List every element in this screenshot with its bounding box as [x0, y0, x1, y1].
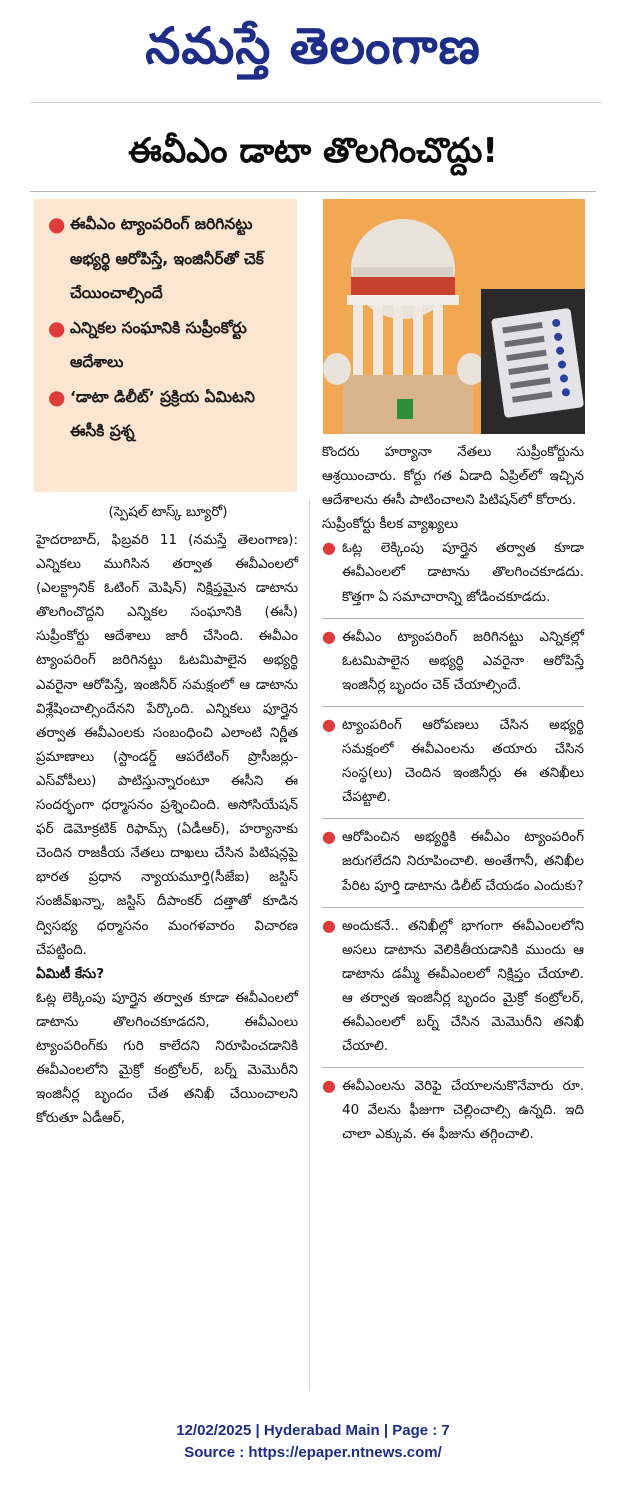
- bullet-icon: ●: [322, 1076, 336, 1096]
- point-text: అందుకనే.. తనిఖీల్లో భాగంగా ఈవీఎంలలోని అసలు డాటాను వెలికితీయడానికి ముందు ఆ డాటాను డమ్మీ ఈవీఎంలలో నిక్షిప్తం చేయాలి. ఆ తర్వాత ఇంజినీర్ల బృందం మైక్రో కంట్రోలర్, ఈవీఎంలలో బర్న్ చేసిన మెమొరీని తనిఖీ చేయాలి.: [342, 917, 584, 1055]
- article-left-column: [36, 528, 298, 1130]
- point-text: ఆరోపించిన అభ్యర్థికి ఈవీఎం ట్యాంపరింగ్ జరుగలేదని నిరూపించాలి. అంతేగానీ, తనిఖీల పేరిట పూర్తి డాటాను డిలీట్ చేయడం ఎందుకు?: [342, 829, 584, 894]
- masthead-divider: [30, 102, 602, 103]
- highlight-text: ఈవీఎం ట్యాంపరింగ్ జరిగినట్టు అభ్యర్థి ఆరోపిస్తే, ఇంజినీర్‌తో చెక్ చేయించాల్సిందే: [70, 215, 264, 302]
- bullet-icon: ●: [322, 538, 336, 558]
- list-item: [322, 1074, 584, 1146]
- list-item: [322, 625, 584, 697]
- article-right-column: [322, 440, 584, 1155]
- list-item: [322, 825, 584, 897]
- bullet-icon: ●: [48, 212, 66, 236]
- article-headline: ఈవీఎం డాటా తొలగించొద్దు!: [128, 131, 498, 171]
- article-photo: [323, 199, 585, 434]
- lead-paragraph: హైదరాబాద్, ఫిబ్రవరి 11 (నమస్తే తెలంగాణ): ఎన్నికలు ముగిసిన తర్వాత ఈవీఎంలలో (ఎలక్ట్రానిక్ ఓటింగ్ మెషిన్) నిక్షిప్తమైన డాటాను తొలగించొద్దని ఎన్నికల సంఘానికి (ఈసీ) సుప్రీంకోర్టు ఆదేశాలు జారీ చేసింది. ఈవీఎం ట్యాంపరింగ్ జరిగినట్టు ఓటమిపాలైన అభ్యర్థి ఎవరైనా ఆరోపిస్తే, ఇంజినీర్ సమక్షంలో ఆ డాటాను విశ్లేషించాల్సిందేనని పేర్కొంది. ఎన్నికలు పూర్తైన తర్వాత ఈవీఎంలకు సంబంధించి ఎలాంటి నిర్ణీత ప్రమాణాలు (స్టాండర్డ్ ఆపరేటింగ్ ప్రొసీజర్లు-ఎస్‌వోపీలు) పాటిస్తున్నారంటూ ఈసీని ఈ సందర్భంగా ధర్మాసనం ప్రశ్నించింది. అసోసియేషన్ ఫర్ డెమోక్రటిక్ రిఫామ్స్ (ఏడీఆర్), హర్యానాకు చెందిన రాజకీయ నేతలు దాఖలు చేసిన పిటిషన్లపై భారత ప్రధాన న్యాయమూర్తి(సీజేఐ) జస్టిస్ సంజీవ్‌ఖన్నా, జస్టిస్ దీపాంకర్ దత్తాతో కూడిన ద్విసభ్య ధర్మాసనం మంగళవారం విచారణ చేపట్టింది.: [36, 532, 298, 958]
- supreme-court-evm-illustration: [323, 199, 585, 434]
- column-divider: [309, 500, 310, 1390]
- point-text: ట్యాంపరింగ్ ఆరోపణలు చేసిన అభ్యర్థి సమక్షంలో ఈవీఎంలను తయారు చేసిన సంస్థ(లు) చెందిన ఇంజినీర్లు ఈ తనిఖీలు చేపట్టాలి.: [342, 716, 584, 806]
- point-text: ఈవీఎంలను వెరిఫై చేయాలనుకొనేవారు రూ. 40 వేలను ఫీజుగా చెల్లించాల్సి ఉన్నది. ఇది చాలా ఎక్కువ. ఈ ఫీజును తగ్గించాలి.: [342, 1078, 584, 1143]
- intro-paragraph: కొందరు హర్యానా నేతలు సుప్రీంకోర్టును ఆశ్రయించారు. కోర్టు గత ఏడాది ఏప్రిల్‌లో ఇచ్చిన ఆదేశాలను ఈసీ పాటించాలని పిటిషన్‌లో కోరారు.: [322, 444, 584, 509]
- bullet-icon: ●: [322, 915, 336, 935]
- highlight-item: [48, 380, 289, 449]
- highlight-item: [48, 207, 289, 311]
- page-footer: [0, 1420, 626, 1464]
- list-item: [322, 536, 584, 608]
- divider: [322, 706, 584, 707]
- point-text: ఈవీఎం ట్యాంపరింగ్ జరిగినట్టు ఎన్నికల్లో ఓటమిపాలైన అభ్యర్థి ఎవరైనా ఆరోపిస్తే ఇంజినీర్ల బృందం చెక్ చేయాల్సిందే.: [342, 628, 584, 693]
- highlights-box: [34, 199, 297, 492]
- case-paragraph: ఓట్ల లెక్కింపు పూర్తైన తర్వాత కూడా ఈవీఎంలలో డాటాను తొలగించకూడదని, ఈవీఎంలు ట్యాంపరింగ్‌కు గురి కాలేదని నిరూపించడానికి ఈవీఎంలలోని మైక్రో కంట్రోలర్, బర్న్ మెమొరీని ఇంజినీర్ల బృందం చేత తనిఖీ చేయించాలని కోరుతూ ఏడీఆర్,: [36, 989, 298, 1127]
- bullet-icon: ●: [322, 714, 336, 734]
- source-link[interactable]: Source : https://epaper.ntnews.com/: [184, 1444, 442, 1461]
- masthead-title: నమస్తే తెలంగాణ: [145, 16, 481, 75]
- highlight-text: ఎన్నికల సంఘానికి సుప్రీంకోర్టు ఆదేశాలు: [70, 318, 247, 371]
- subheading: ఏమిటీ కేసు?: [36, 965, 105, 982]
- divider: [322, 1067, 584, 1068]
- bullet-icon: ●: [322, 626, 336, 646]
- list-item: [322, 914, 584, 1059]
- point-text: ఓట్ల లెక్కింపు పూర్తైన తర్వాత కూడా ఈవీఎంలలో డాటాను తొలగించకూడదు. కొత్తగా ఏ సమాచారాన్ని జోడించకూడదు.: [342, 540, 584, 605]
- list-item: [322, 713, 584, 809]
- highlight-item: [48, 311, 289, 380]
- divider: [322, 618, 584, 619]
- divider: [322, 818, 584, 819]
- subheading: సుప్రీంకోర్టు కీలక వ్యాఖ్యలు: [322, 516, 459, 533]
- bullet-icon: ●: [322, 827, 336, 847]
- bullet-icon: ●: [48, 315, 66, 340]
- bullet-icon: ●: [48, 384, 66, 409]
- divider: [322, 907, 584, 908]
- byline: (స్పెషల్ టాస్క్ బ్యూరో): [108, 504, 228, 520]
- edition-info: 12/02/2025 | Hyderabad Main | Page : 7: [176, 1422, 450, 1439]
- headline-divider: [30, 191, 596, 192]
- highlight-text: ‘డాటా డిలీట్’ ప్రక్రియ ఏమిటని ఈసీకి ప్రశ్న: [70, 387, 255, 440]
